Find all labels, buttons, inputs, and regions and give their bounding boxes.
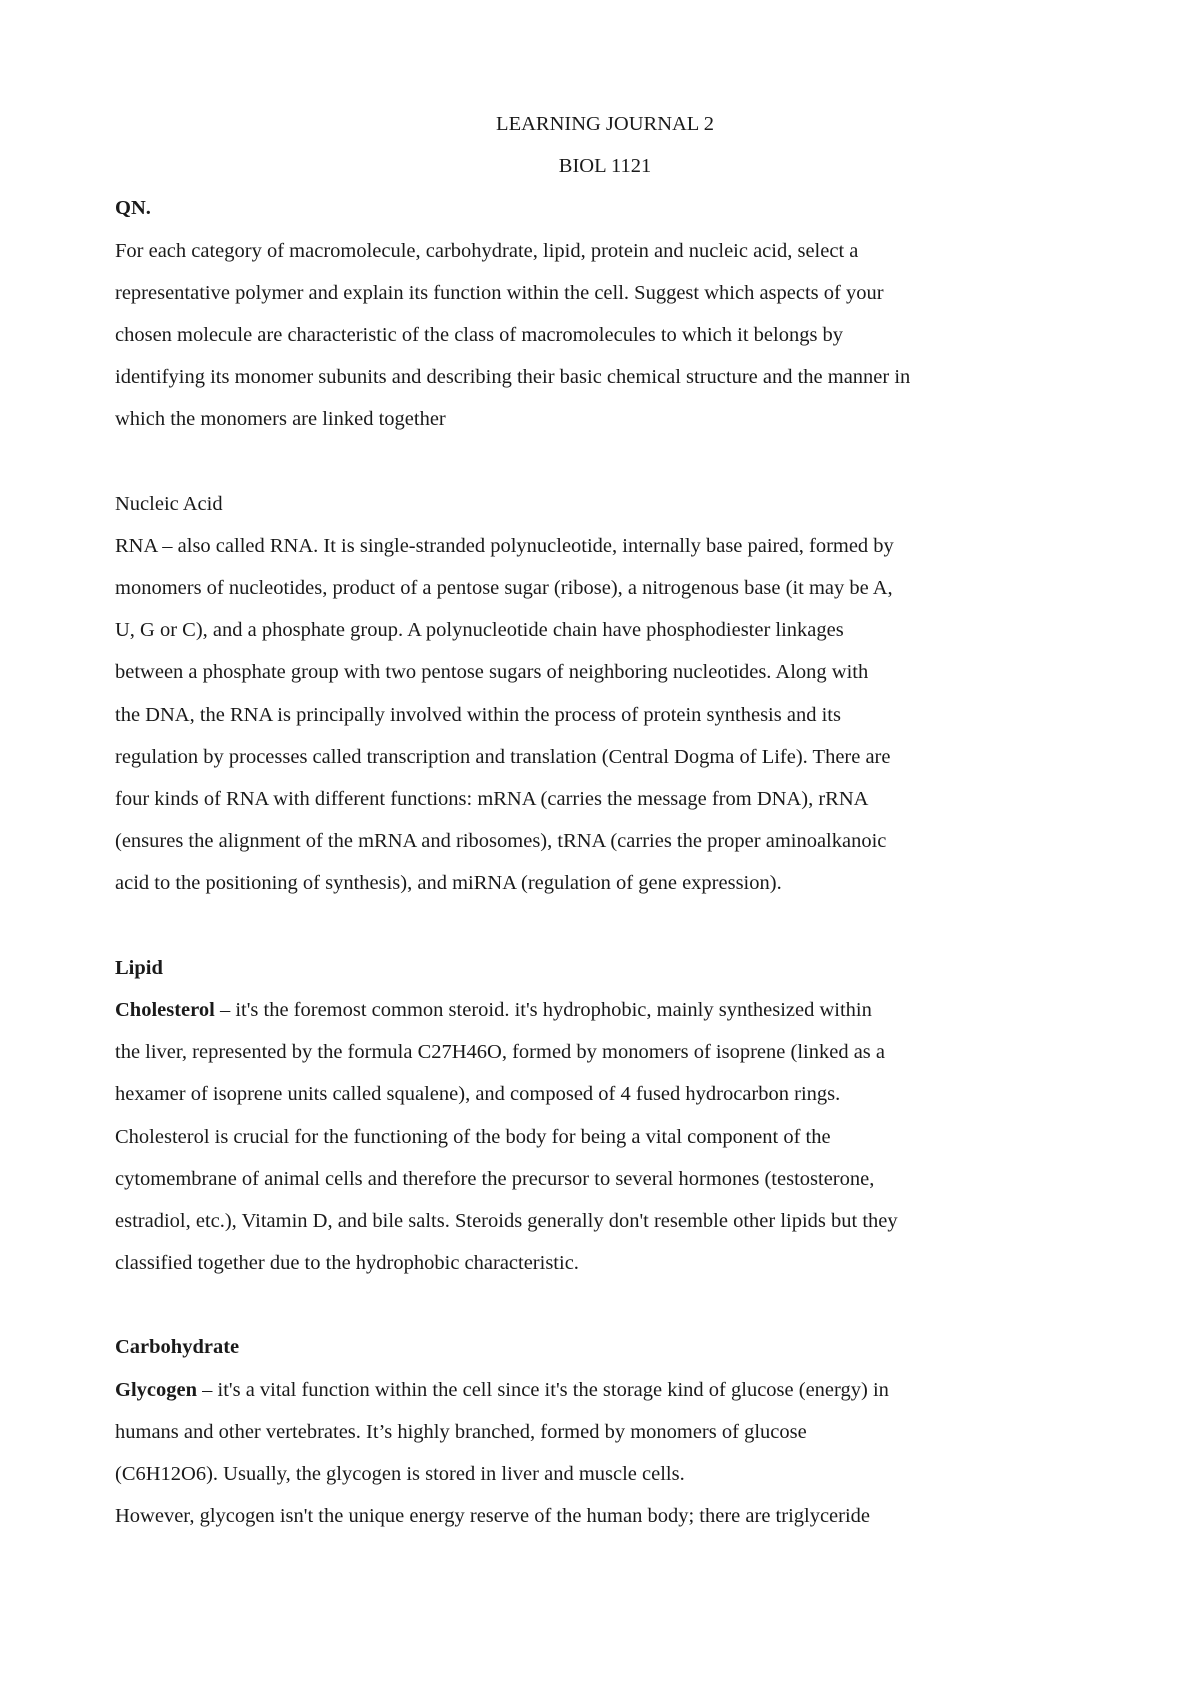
question-line: representative polymer and explain its function within the cell. Suggest which aspects of your: [115, 281, 884, 304]
document-title: LEARNING JOURNAL 2: [496, 113, 714, 135]
paragraph-line: However, glycogen isn't the unique energy reserve of the human body; there are triglyceride: [115, 1505, 871, 1528]
paragraph-line: U, G or C), and a phosphate group. A polynucleotide chain have phosphodiester linkages: [115, 619, 844, 642]
paragraph-line: monomers of nucleotides, product of a pentose sugar (ribose), a nitrogenous base (it may be A,: [115, 577, 893, 600]
paragraph-line: classified together due to the hydrophobic characteristic.: [115, 1252, 579, 1275]
paragraph-line: [115, 989, 1075, 1031]
question-text: [115, 230, 1075, 441]
spacer: [115, 441, 1075, 483]
paragraph-line: Cholesterol is crucial for the functioning of the body for being a vital component of the: [115, 1125, 831, 1148]
spacer: [115, 1284, 1075, 1326]
paragraph-line: estradiol, etc.), Vitamin D, and bile salts. Steroids generally don't resemble other lipids but they: [115, 1209, 898, 1232]
paragraph-line: cytomembrane of animal cells and therefore the precursor to several hormones (testosterone,: [115, 1167, 875, 1190]
question-line: identifying its monomer subunits and describing their basic chemical structure and the manner in: [115, 366, 911, 389]
lipid-first-line: – it's the foremost common steroid. it's hydrophobic, mainly synthesized within: [214, 998, 872, 1021]
paragraph-line: (C6H12O6). Usually, the glycogen is stored in liver and muscle cells.: [115, 1463, 685, 1485]
document-body: [115, 103, 1075, 1537]
nucleic-acid-paragraph: [115, 525, 1075, 905]
spacer: [115, 905, 1075, 947]
question-line: which the monomers are linked together: [115, 408, 446, 431]
nucleic-acid-heading: Nucleic Acid: [115, 492, 223, 515]
question-line: chosen molecule are characteristic of the class of macromolecules to which it belongs by: [115, 323, 844, 346]
carbohydrate-paragraph: [115, 1369, 1075, 1538]
lipid-term: Cholesterol: [115, 998, 215, 1021]
carbohydrate-term: Glycogen: [115, 1378, 197, 1401]
lipid-paragraph: [115, 989, 1075, 1284]
question-label: QN.: [115, 197, 151, 220]
paragraph-line: four kinds of RNA with different functions: mRNA (carries the message from DNA), rRNA: [115, 788, 869, 810]
paragraph-line: (ensures the alignment of the mRNA and ribosomes), tRNA (carries the proper aminoalkanoic: [115, 830, 887, 853]
course-code: BIOL 1121: [558, 155, 652, 178]
carbohydrate-heading: Carbohydrate: [115, 1336, 240, 1359]
lipid-heading: Lipid: [115, 956, 163, 979]
paragraph-line: hexamer of isoprene units called squalene), and composed of 4 fused hydrocarbon rings.: [115, 1083, 841, 1106]
paragraph-line: between a phosphate group with two pentose sugars of neighboring nucleotides. Along with: [115, 661, 869, 684]
carbohydrate-first-line: – it's a vital function within the cell since it's the storage kind of glucose (energy) in: [197, 1378, 889, 1401]
paragraph-line: acid to the positioning of synthesis), and miRNA (regulation of gene expression).: [115, 872, 782, 895]
question-line: For each category of macromolecule, carbohydrate, lipid, protein and nucleic acid, select a: [115, 239, 859, 262]
title-block: [0, 103, 1200, 187]
paragraph-line: [115, 1369, 1075, 1411]
paragraph-line: RNA – also called RNA. It is single-stranded polynucleotide, internally base paired, formed by: [115, 534, 894, 557]
paragraph-line: the liver, represented by the formula C27H46O, formed by monomers of isoprene (linked as a: [115, 1041, 885, 1064]
paragraph-line: humans and other vertebrates. It’s highly branched, formed by monomers of glucose: [115, 1420, 807, 1443]
paragraph-line: regulation by processes called transcription and translation (Central Dogma of Life). There are: [115, 745, 891, 768]
paragraph-line: the DNA, the RNA is principally involved within the process of protein synthesis and its: [115, 703, 841, 726]
